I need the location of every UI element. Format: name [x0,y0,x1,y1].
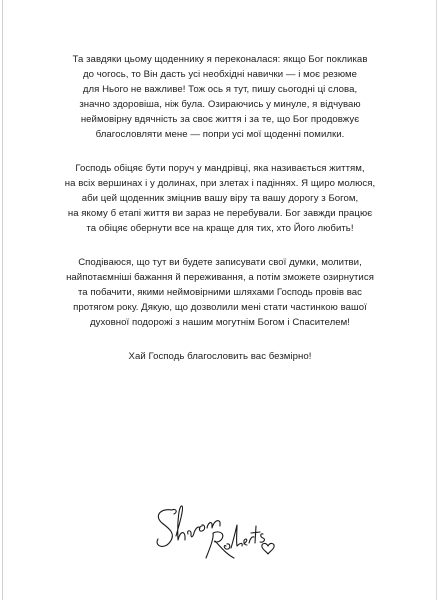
text-line: Господь обіцяє бути поруч у мандрівці, яка називається життям, [75,163,365,174]
heart-icon [262,543,274,554]
text-line: Та завдяки цьому щоденнику я переконалася: якщо Бог покликав [72,54,368,65]
text-line: до чогось, то Він дасть усі необхідні навички — і моє резюме [82,69,358,80]
text-line: для Нього не важливе! Тож ось я тут, пишу сьогодні ці слова, [82,84,358,95]
handwritten-signature [150,496,290,576]
text-line: на якому б етапі життя ви зараз не перебували. Бог завжди працює [67,208,373,219]
text-line: значно здоровіша, ніж була. Озираючись у минуле, я відчуваю [79,99,361,110]
closing-blessing [30,349,410,364]
text-line: благословляти мене — попри усі мої щоденні помилки. [95,129,345,140]
letter-body [30,52,410,364]
text-line: найпотаємніші бажання й переживання, а потім зможете озирнутися [66,272,374,283]
paragraph-1 [30,52,410,142]
text-line: аби цей щоденник зміцнив вашу віру та вашу дорогу з Богом, [81,193,359,204]
page-right-edge [436,0,437,600]
text-line: неймовірну вдячність за своє життя і за те, що Бог продовжує [80,114,360,125]
closing-line: Хай Господь благословить вас безмірно! [128,351,312,362]
text-line: та обіцяє обернути все на краще для тих, хто Його любить! [86,223,354,234]
text-line: протягом року. Дякую, що дозволили мені стати частинкою вашої [73,302,367,313]
signature-drawing [150,496,290,576]
page-left-edge [2,0,3,600]
paragraph-2 [30,161,410,236]
text-line: Сподіваюся, що тут ви будете записувати свої думки, молитви, [78,257,362,268]
text-line: та побачити, якими неймовірними шляхами Господь провів вас [77,287,363,298]
text-line: на всіх вершинах і у долинах, при злетах і падіннях. Я щиро молюся, [64,178,376,189]
text-line: духовної подорожі з нашим могутнім Богом і Спасителем! [90,317,350,328]
paragraph-3 [30,255,410,330]
